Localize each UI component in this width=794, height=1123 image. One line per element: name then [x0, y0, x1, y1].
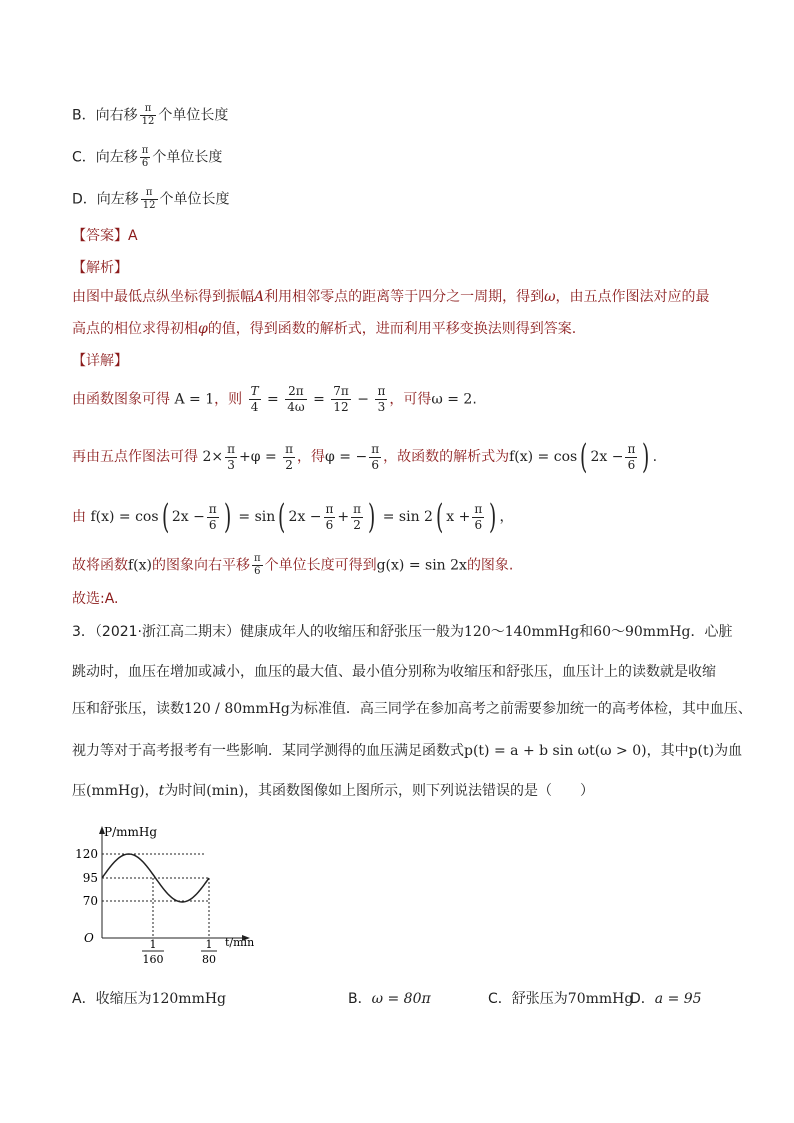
detail-line-3: [72, 499, 513, 535]
paren-right: ): [489, 497, 497, 537]
frac-den: 6: [208, 517, 217, 532]
math-2x-minus: 2x −: [288, 509, 322, 525]
frac-num: T: [250, 384, 259, 398]
choice-b-unit: 个单位长度: [158, 107, 229, 124]
fraction-pi-6: [369, 442, 381, 473]
option-c-text: C．舒张压为: [488, 991, 568, 1007]
y-tick-95: 95: [82, 871, 98, 885]
q3-line-4: [72, 741, 742, 761]
frac-num: π: [627, 441, 636, 456]
frac-den: 6: [627, 457, 636, 472]
fraction-pi-2: [283, 442, 295, 473]
y-axis-label: P/mmHg: [104, 825, 158, 839]
detail-text: ，故函数的解析式为: [383, 449, 510, 465]
fraction-pi-6: [207, 502, 219, 533]
q3-text: 为标准值．高三同学在参加高考之前需要参加统一的高考体检，其中血压、: [289, 701, 752, 717]
q3-t: t: [158, 783, 165, 799]
q3-text: 和: [579, 624, 594, 640]
math-A: A: [254, 289, 265, 305]
x-tick-1-num: 1: [149, 938, 157, 951]
math-g: g(x) = sin 2x: [376, 557, 467, 574]
option-c[interactable]: [488, 988, 633, 1008]
q3-text: 压和舒张压，读数: [72, 701, 184, 717]
analysis-text: 利用相邻零点的距离等于四分之一周期，得到: [264, 289, 545, 305]
detail-text: ，可得: [389, 391, 432, 408]
math-eq-sin-2: = sin 2: [382, 509, 433, 525]
math-eq: =: [267, 391, 279, 408]
paren-right: ): [223, 497, 231, 537]
y-tick-70: 70: [82, 894, 98, 908]
paren-right: ): [368, 497, 376, 537]
frac-num: π: [227, 441, 235, 456]
blood-pressure-graph: [75, 822, 278, 968]
origin-label: O: [84, 931, 94, 945]
q3-text: ，其中: [646, 743, 689, 759]
option-a-math: 120mmHg: [151, 991, 227, 1007]
frac-den: 6: [474, 517, 483, 532]
frac-den: 3: [227, 457, 235, 472]
detail-text: 故将函数: [72, 557, 128, 574]
detail-text: 个单位长度可得到: [264, 557, 377, 574]
frac-den: 6: [141, 158, 149, 169]
frac-num: π: [474, 501, 483, 516]
math-f-cos: f(x) = cos: [90, 509, 159, 525]
option-d-math: a = 95: [654, 991, 702, 1007]
frac-num: π: [141, 145, 149, 156]
choice-b-label: B．向右移: [72, 107, 138, 124]
fraction-pi-6: [472, 502, 484, 533]
choice-d-label: D．向左移: [72, 191, 139, 208]
q3-unit-min: (min): [206, 783, 244, 799]
frac-den: 4ω: [287, 400, 305, 414]
choice-c: [72, 145, 222, 170]
frac-num: π: [208, 501, 217, 516]
q3-unit-mmhg: (mmHg): [86, 783, 145, 799]
detail-text: 由: [72, 509, 86, 525]
fraction-pi-2: [351, 502, 363, 533]
q3-text: 为血: [714, 743, 743, 759]
option-c-math: 70mmHg: [567, 991, 634, 1007]
choice-c-label: C．向左移: [72, 149, 138, 166]
analysis-heading: 【解析】: [72, 260, 128, 276]
fraction-T-4: [249, 384, 261, 415]
fraction-pi-6: [324, 502, 336, 533]
fraction-pi-3: [225, 442, 237, 473]
detail-line-1: [72, 384, 477, 415]
paren-left: (: [278, 497, 286, 537]
math-2-times: 2×: [202, 449, 224, 465]
math-omega: ω: [544, 289, 556, 305]
analysis-text: 的值，得到函数的解析式，进而利用平移变换法则得到答案.: [207, 321, 577, 337]
fraction-pi-12: [141, 187, 158, 212]
q3-range-2: 60～90mmHg: [593, 624, 691, 640]
frac-den: 4: [250, 400, 259, 414]
frac-num: π: [254, 553, 261, 564]
paren-left: (: [435, 497, 444, 537]
detail-text: 再由五点作图法可得: [72, 449, 198, 465]
option-b[interactable]: [348, 988, 431, 1008]
frac-num: 7π: [333, 384, 349, 398]
detail-heading: 【详解】: [72, 353, 128, 369]
math-A-eq-1: A = 1: [174, 391, 215, 408]
frac-den: 6: [325, 517, 334, 532]
math-f-cos: f(x) = cos: [509, 449, 578, 465]
x-tick-2-den: 80: [202, 953, 216, 966]
frac-den: 3: [377, 400, 386, 414]
math-eq: =: [313, 391, 325, 408]
math-plus: +: [337, 509, 350, 525]
paren-left: (: [161, 497, 169, 537]
q3-text: 压: [72, 783, 86, 799]
frac-den: 12: [142, 200, 156, 211]
q3-line-5: [72, 781, 594, 801]
analysis-text: 由图中最低点纵坐标得到振幅: [72, 289, 254, 305]
q3-text: ，其函数图像如上图所示，则下列说法错误的是（ ）: [244, 783, 594, 799]
choice-d-unit: 个单位长度: [159, 191, 230, 208]
x-axis-label: t/min: [225, 936, 255, 949]
fraction-pi-6: [252, 553, 263, 578]
option-d-text: D．: [630, 991, 655, 1007]
answer-line: 【答案】A: [72, 228, 138, 244]
option-d[interactable]: [630, 988, 702, 1008]
paren-right: ): [642, 437, 650, 477]
q3-line-1: [72, 622, 733, 642]
frac-den: 12: [141, 116, 155, 127]
frac-den: 2: [353, 517, 361, 532]
option-b-text: B．: [348, 991, 372, 1007]
frac-num: π: [353, 501, 362, 516]
detail-line-4: [72, 553, 513, 578]
option-a-text: A．收缩压为: [72, 991, 152, 1007]
math-minus: −: [357, 391, 369, 408]
detail-text: 的图象.: [466, 557, 514, 574]
q3-text: 3．（2021·浙江高二期末）健康成年人的收缩压和舒张压一般为: [72, 624, 464, 640]
math-eq-sin: = sin: [238, 509, 276, 525]
q3-standard-reading: 120 / 80mmHg: [184, 701, 290, 717]
math-phi-eq: φ = −: [325, 449, 368, 465]
period: .: [472, 391, 477, 408]
choice-b: [72, 103, 228, 128]
analysis-text: ，由五点作图法对应的最: [555, 289, 710, 305]
frac-den: 12: [333, 400, 349, 414]
math-fx: f(x): [128, 557, 153, 574]
q3-range-1: 120～140mmHg: [464, 624, 580, 640]
q3-text: 为时间: [164, 783, 207, 799]
x-tick-1-den: 160: [142, 953, 164, 966]
frac-num: π: [371, 441, 380, 456]
q3-line-2: 跳动时，血压在增加或减小，血压的最大值、最小值分别称为收缩压和舒张压，血压计上的读数就是收缩: [72, 664, 716, 680]
fraction-2pi-4w: [285, 384, 306, 415]
analysis-text: 高点的相位求得初相: [72, 321, 198, 337]
frac-num: 2π: [285, 384, 306, 400]
frac-den: 6: [254, 566, 261, 577]
analysis-line-1: [72, 287, 710, 307]
frac-num: π: [377, 384, 386, 398]
fraction-pi-6: [140, 145, 151, 170]
frac-num: π: [141, 187, 158, 200]
x-tick-2-num: 1: [205, 938, 213, 951]
q3-text: ．心脏: [690, 624, 733, 640]
math-2x-minus: 2x −: [171, 509, 205, 525]
choice-c-unit: 个单位长度: [152, 149, 223, 166]
y-tick-120: 120: [75, 847, 98, 861]
frac-den: 6: [371, 457, 379, 472]
q3-function: p(t) = a + b sin ωt(ω > 0): [464, 743, 647, 759]
choice-d: [72, 187, 230, 212]
q3-pt: p(t): [688, 743, 715, 759]
frac-num: π: [140, 103, 157, 116]
detail-text: 由函数图象可得: [72, 391, 170, 408]
frac-num: π: [325, 501, 334, 516]
detail-conclusion: 故选:A.: [72, 591, 119, 607]
frac-den: 2: [285, 457, 293, 472]
detail-line-2: [72, 439, 657, 475]
frac-num: π: [285, 441, 294, 456]
fraction-pi-6: [625, 442, 637, 473]
fraction-7pi-12: [331, 384, 351, 415]
math-2x-minus: 2x −: [590, 449, 624, 465]
paren-left: (: [580, 437, 588, 477]
comma: ，: [499, 509, 514, 525]
analysis-line-2: [72, 319, 576, 339]
option-b-math: ω = 80π: [371, 991, 431, 1007]
q3-line-3: [72, 699, 752, 719]
fraction-pi-3: [375, 384, 387, 415]
q3-text: 视力等对于高考报考有一些影响．某同学测得的血压满足函数式: [72, 743, 464, 759]
fraction-pi-12: [140, 103, 157, 128]
math-omega-eq-2: ω = 2: [431, 391, 473, 408]
detail-text: ，得: [297, 449, 326, 465]
answer-options: [0, 988, 794, 1010]
math-x-plus: x +: [446, 509, 471, 525]
period: .: [652, 449, 658, 465]
option-a[interactable]: [72, 988, 226, 1008]
detail-text: ，则: [214, 391, 243, 408]
detail-text: 的图象向右平移: [152, 557, 251, 574]
math-plus-phi: +φ =: [238, 449, 277, 465]
math-phi: φ: [198, 321, 208, 337]
q3-text: ，: [144, 783, 159, 799]
